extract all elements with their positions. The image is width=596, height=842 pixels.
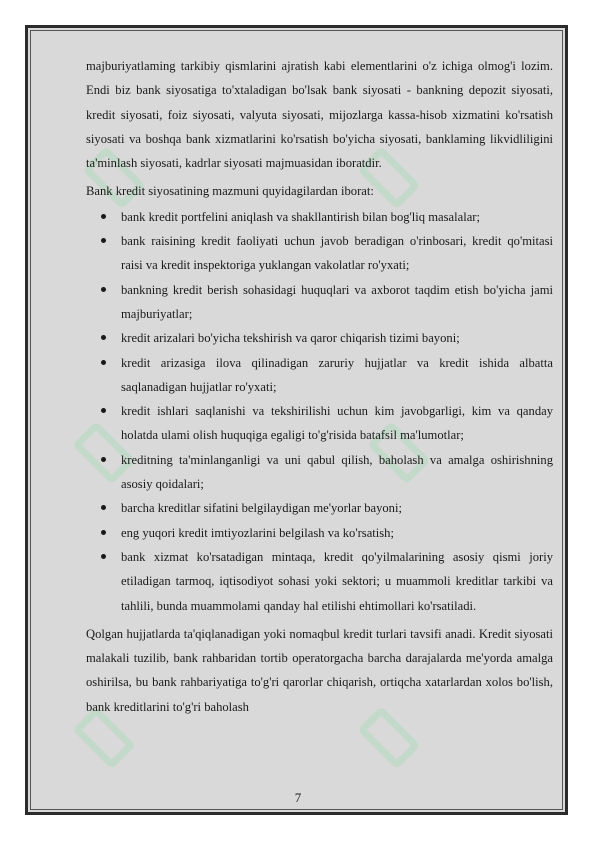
page-number: 7 <box>294 790 302 805</box>
bullet-list <box>86 205 553 618</box>
list-item: bankning kredit berish sohasidagi huquqlari va axborot taqdim etish bo'yicha jami majburiyatlar; <box>121 278 553 327</box>
list-item: bank kredit portfelini aniqlash va shakllantirish bilan bog'liq masalalar; <box>121 205 553 229</box>
list-item: kredit arizalari bo'yicha tekshirish va qaror chiqarish tizimi bayoni; <box>121 326 553 350</box>
list-item: kreditning ta'minlanganligi va uni qabul qilish, baholash va amalga oshirishning asosiy qoidalari; <box>121 448 553 497</box>
list-intro: Bank kredit siyosatining mazmuni quyidagilardan iborat: <box>86 184 374 199</box>
list-item: bank raisining kredit faoliyati uchun javob beradigan o'rinbosari, kredit qo'mitasi raisi va kredit inspektoriga yuklangan vakolatlar ro'yxati; <box>121 229 553 278</box>
list-item: barcha kreditlar sifatini belgilaydigan me'yorlar bayoni; <box>121 496 553 520</box>
list-item: eng yuqori kredit imtiyozlarini belgilash va ko'rsatish; <box>121 521 553 545</box>
list-item: kredit ishlari saqlanishi va tekshirilishi uchun kim javobgarligi, kim va qanday holatda ulami olish huquqiga egaligi to'g'risida batafsil ma'lumotlar; <box>121 399 553 448</box>
document-body <box>86 54 553 723</box>
paragraph-top: majburiyatlaming tarkibiy qismlarini ajratish kabi elementlarini o'z ichiga olmog'i lozim. Endi biz bank siyosatiga to'xtaladigan bo'lsak bank siyosati - bankning depozit siyosati, kredit siyosati, foiz siyosati, valyuta siyosati, mijozlarga kassa-hisob xizmatini ko'rsatish siyosati va boshqa bank xizmatlarini ko'rsatish bo'yicha siyosati, banklaming likvidliligini ta'minlash siyosati, kadrlar siyosati majmuasidan iboratdir. <box>86 59 553 171</box>
list-item: kredit arizasiga ilova qilinadigan zaruriy hujjatlar va kredit ishida albatta saqlanadigan hujjatlar ro'yxati; <box>121 351 553 400</box>
list-item: bank xizmat ko'rsatadigan mintaqa, kredit qo'yilmalarining asosiy qismi joriy etiladigan tarmoq, iqtisodiyot sohasi yoki sektori; u muammoli kreditlar tarkibi va tahlili, bunda muammolami qanday hal etilishi ehtimollari ko'rsatiladi. <box>121 545 553 618</box>
paragraph-bottom: Qolgan hujjatlarda ta'qiqlanadigan yoki nomaqbul kredit turlari tavsifi anadi. Kredit siyosati malakali tuzilib, bank rahbaridan tortib operatorgacha barcha darajalarda me'yorda amalga oshirilsa, bu bank rahbariyatiga to'g'ri qarorlar chiqarish, ortiqcha xatarlardan xolos bo'lish, bank kreditlarini to'g'ri baholash <box>86 626 553 714</box>
